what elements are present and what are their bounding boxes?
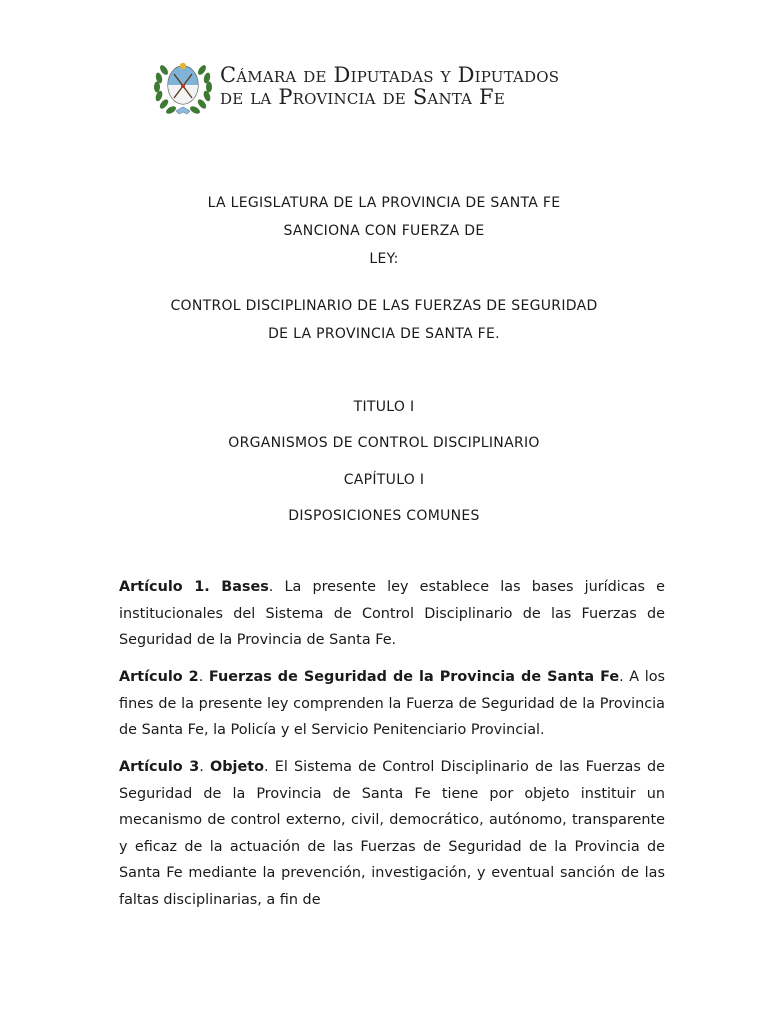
title-name [0,429,768,457]
article-2-number: Artículo 2 [119,669,199,685]
article-3-text: . El Sistema de Control Disciplinario de las Fuerzas de Seguridad de la Provincia de Santa Fe tiene por objeto instituir un mecanismo de control externo, civil, democrático, autónomo, transparente y eficaz de la actuación de las Fuerzas de Seguridad de la Provincia de Santa Fe mediante la prevención, investigación, y eventual sanción de las faltas disciplinarias, a fin de [119,759,665,908]
provincial-seal-icon [152,56,214,118]
chapter-name [0,502,768,530]
organization-name-line-1: Cámara de Diputadas y Diputados [220,63,560,87]
law-title-line-2: DE LA PROVINCIA DE SANTA FE. [268,326,500,342]
enactment-heading-line-1: LA LEGISLATURA DE LA PROVINCIA DE SANTA FE [207,195,561,211]
article-1 [119,574,665,654]
chapter-name-text: DISPOSICIONES COMUNES [288,508,480,524]
law-title-line-1: CONTROL DISCIPLINARIO DE LAS FUERZAS DE SEGURIDAD [170,298,598,314]
article-1-text: La presente ley establece las bases jurídicas e institucionales del Sistema de Control Disciplinario de las Fuerzas de Seguridad de la Provincia de Santa Fe. [119,579,665,648]
article-2-text: . A los fines de la presente ley comprenden la Fuerza de Seguridad de la Provincia de Santa Fe, la Policía y el Servicio Penitenciario Provincial. [119,669,666,738]
article-1-separator: . [268,579,274,595]
organization-name [220,64,559,108]
chapter-number [0,466,768,494]
enactment-heading-line-2: SANCIONA CON FUERZA DE [283,223,485,239]
chapter-number-text: CAPÍTULO I [343,472,425,488]
article-2-heading: Fuerzas de Seguridad de la Provincia de Santa Fe [208,669,620,685]
article-3-separator: . [199,759,211,775]
title-number [0,393,768,421]
article-3 [119,754,665,913]
article-3-number: Artículo 3 [119,759,200,775]
document-header [152,56,632,118]
article-1-label: Artículo 1. Bases [119,579,269,595]
article-3-heading: Objeto [210,759,265,775]
enactment-heading-line-3: LEY: [369,251,399,267]
article-2-separator: . [198,669,209,685]
article-2 [119,664,665,744]
organization-name-line-2: de la Provincia de Santa Fe [220,85,505,109]
law-title [0,292,768,348]
enactment-heading [0,189,768,273]
title-name-text: ORGANISMOS DE CONTROL DISCIPLINARIO [228,435,540,451]
title-number-text: TITULO I [353,399,415,415]
